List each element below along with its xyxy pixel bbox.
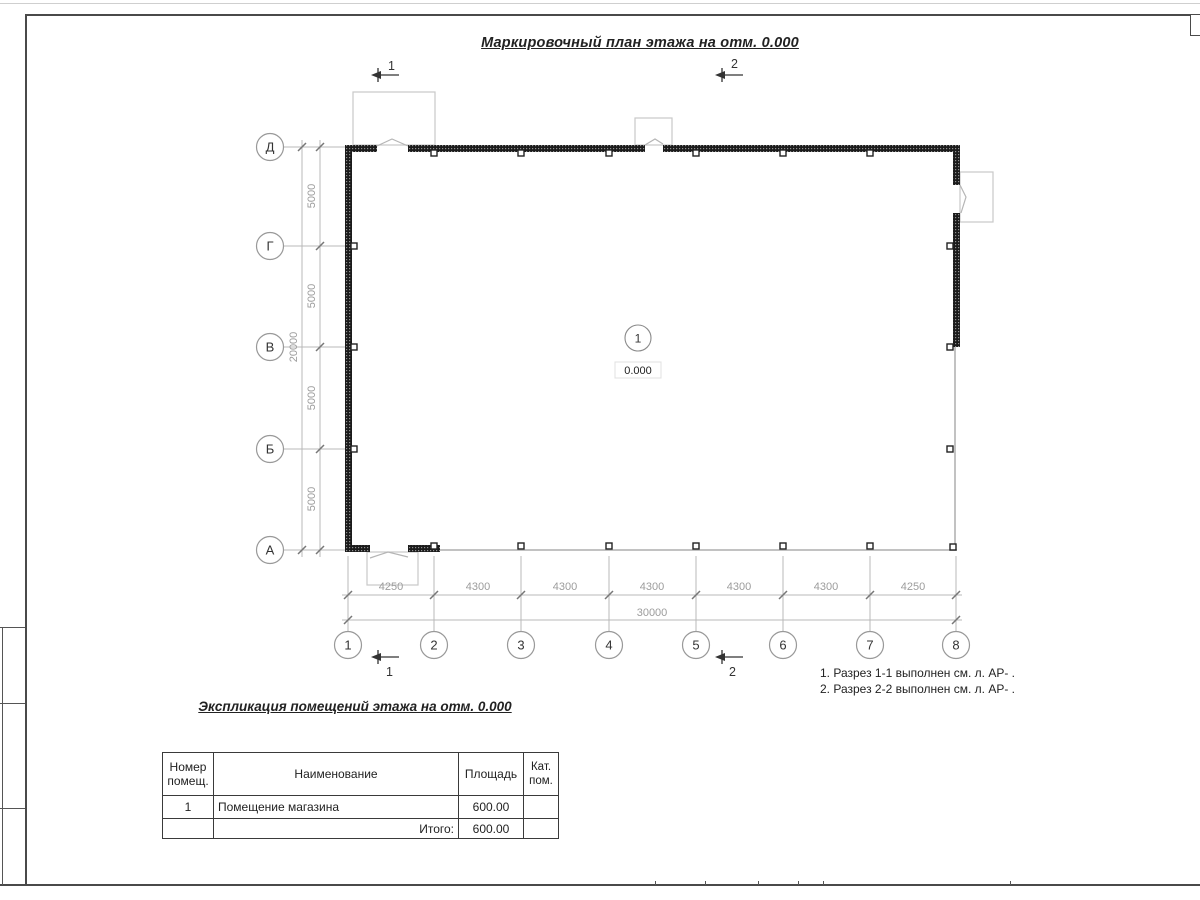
axis-label: 8 <box>952 637 960 653</box>
dim-label: 4300 <box>552 581 578 593</box>
axis-bubbles-bottom <box>335 632 970 659</box>
columns <box>351 150 956 550</box>
axis-label: 5 <box>692 637 700 653</box>
total-label: Итого: <box>214 819 459 839</box>
section-label: 1 <box>386 665 393 679</box>
column <box>780 150 786 156</box>
table-total-row <box>163 819 559 839</box>
door-right <box>960 185 966 213</box>
section-label: 2 <box>729 665 736 679</box>
wall-right-2 <box>953 213 960 347</box>
door-bottom <box>370 552 408 558</box>
dim-label: 4300 <box>813 581 839 593</box>
room-elevation: 0.000 <box>624 365 652 377</box>
explication-table <box>162 752 559 839</box>
wall-right-1 <box>953 145 960 185</box>
axis-label: Б <box>265 441 275 457</box>
header-area: Площадь <box>459 753 524 796</box>
axis-label: А <box>265 542 275 558</box>
note-line: 2. Разрез 2-2 выполнен см. л. АР- . <box>820 682 1016 696</box>
table-header-row <box>163 753 559 796</box>
dim-label: 5000 <box>306 385 318 411</box>
plan-title: Маркировочный план этажа на отм. 0.000 <box>481 35 799 51</box>
wall-bottom-1 <box>345 545 370 552</box>
header-category: Кат. пом. <box>524 753 559 796</box>
dim-label: 5000 <box>306 486 318 512</box>
thin-walls <box>440 347 957 551</box>
axis-label: В <box>265 339 275 355</box>
axis-label: Д <box>265 139 275 155</box>
column <box>950 544 956 550</box>
column <box>947 446 953 452</box>
total-area: 600.00 <box>459 819 524 839</box>
column <box>518 543 524 549</box>
dim-label: 5000 <box>306 283 318 309</box>
table-title: Экспликация помещений этажа на отм. 0.000 <box>198 699 512 714</box>
column <box>693 543 699 549</box>
axis-label: 7 <box>866 637 874 653</box>
header-name: Наименование <box>214 753 459 796</box>
dim-label: 4300 <box>726 581 752 593</box>
axis-label: 6 <box>779 637 787 653</box>
walls <box>345 145 960 552</box>
axis-label: 4 <box>605 637 613 653</box>
dim-label: 4250 <box>378 581 404 593</box>
column <box>518 150 524 156</box>
column <box>867 150 873 156</box>
cell-category <box>524 819 559 839</box>
axis-label: 3 <box>517 637 525 653</box>
wall-top-3 <box>663 145 960 152</box>
dim-label: 4250 <box>900 581 926 593</box>
column <box>606 543 612 549</box>
door-top-center <box>645 139 663 145</box>
column <box>867 543 873 549</box>
column <box>947 344 953 350</box>
column <box>780 543 786 549</box>
porch-top-center <box>635 118 672 145</box>
porch-top-left <box>353 92 435 145</box>
section-label: 1 <box>388 59 395 73</box>
axis-bubbles-left <box>257 134 284 564</box>
dim-total-label: 20000 <box>288 331 300 363</box>
column <box>431 150 437 156</box>
column <box>947 243 953 249</box>
header-number: Номер помещ. <box>163 753 214 796</box>
door-marks <box>370 139 966 558</box>
cell-number: 1 <box>163 796 214 819</box>
note-line: 1. Разрез 1-1 выполнен см. л. АР- . <box>820 666 1016 680</box>
notes <box>820 665 1015 697</box>
column <box>351 446 357 452</box>
dim-total-label: 30000 <box>636 607 668 619</box>
dim-label: 4300 <box>465 581 491 593</box>
room-tag <box>615 325 661 378</box>
axis-label: 2 <box>430 637 438 653</box>
column <box>351 344 357 350</box>
dim-label: 4300 <box>639 581 665 593</box>
column <box>693 150 699 156</box>
porch-outlines <box>353 92 993 585</box>
dim-label: 5000 <box>306 183 318 209</box>
column <box>351 243 357 249</box>
cell-number <box>163 819 214 839</box>
axis-label: 1 <box>344 637 352 653</box>
column <box>431 543 437 549</box>
axis-label: Г <box>266 238 274 254</box>
section-marks <box>371 68 743 664</box>
cell-category <box>524 796 559 819</box>
room-number: 1 <box>634 331 642 346</box>
porch-right <box>960 172 993 222</box>
table-row <box>163 796 559 819</box>
cell-area: 600.00 <box>459 796 524 819</box>
column <box>606 150 612 156</box>
section-label: 2 <box>731 57 738 71</box>
cell-name: Помещение магазина <box>214 796 459 819</box>
bottom-dimension-labels <box>379 581 925 619</box>
